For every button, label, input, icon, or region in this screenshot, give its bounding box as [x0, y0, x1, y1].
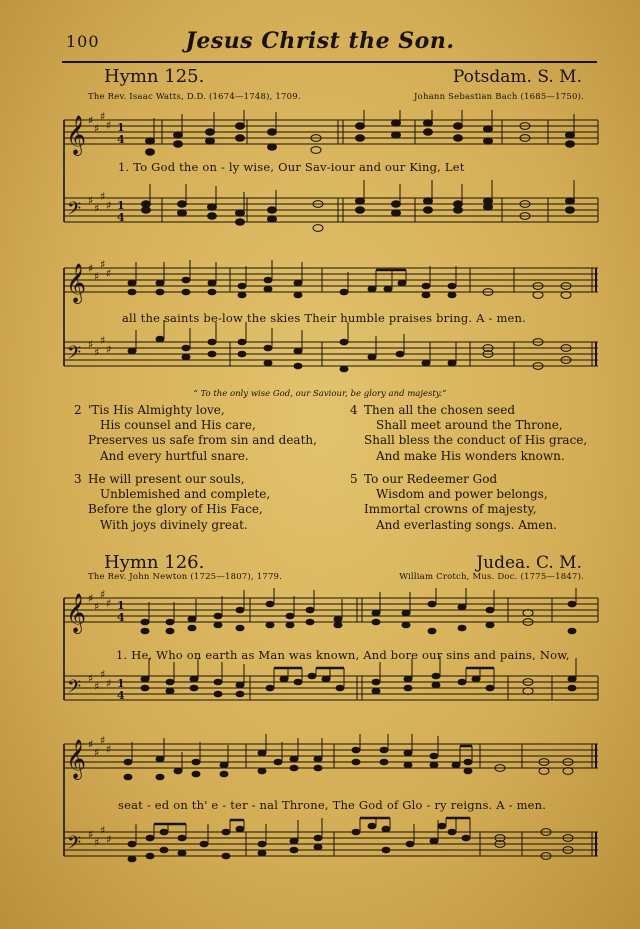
svg-text:♯: ♯: [88, 114, 94, 127]
running-head: Jesus Christ the Son.: [185, 28, 455, 54]
verse-line: To our Redeemer God: [364, 472, 498, 486]
verse-line: And everlasting songs. Amen.: [376, 517, 557, 532]
svg-text:4: 4: [117, 689, 125, 702]
treble-staff: [64, 120, 598, 144]
verse-line: Wisdom and power belongs,: [376, 487, 548, 502]
hymn-126-lyric-line-1: 1. He, Who on earth as Man was known, And bore our sins and pains, Now,: [116, 648, 570, 662]
svg-text:♯: ♯: [100, 588, 106, 601]
verse-number: 2: [74, 403, 82, 417]
svg-text:♯: ♯: [106, 267, 112, 280]
svg-text:♯: ♯: [88, 672, 94, 685]
hymn-125-verse-5: [350, 472, 557, 533]
verse-line: Unblemished and complete,: [100, 487, 271, 502]
svg-text:♯: ♯: [94, 270, 100, 283]
hymn-126-author: The Rev. John Newton (1725—1807), 1779.: [88, 572, 283, 582]
verse-number: 5: [350, 472, 358, 486]
key-signature: [88, 258, 111, 359]
svg-text:♯: ♯: [106, 199, 112, 212]
svg-text:♯: ♯: [106, 343, 112, 356]
svg-text:♯: ♯: [88, 592, 94, 605]
hymn-126-lyric-line-2: seat - ed on th' e - ter - nal Throne, The God of Glo - ry reigns. A - men.: [118, 798, 547, 812]
page-number: 100: [66, 32, 100, 51]
verse-line: Immortal crowns of majesty,: [364, 502, 537, 517]
svg-text:♯: ♯: [94, 680, 100, 693]
svg-text:♯: ♯: [88, 262, 94, 275]
bass-clef-icon: 𝄢: [67, 199, 82, 224]
hymn-125-verse-2: [74, 403, 317, 464]
svg-text:♯: ♯: [100, 190, 106, 203]
hymn-126-tune: Judea. C. M.: [476, 553, 582, 573]
treble-clef-icon: 𝄞: [66, 115, 87, 155]
svg-text:1: 1: [117, 199, 125, 212]
svg-text:♯: ♯: [94, 600, 100, 613]
hymn-125-verse-4: [350, 403, 588, 464]
svg-text:1: 1: [117, 677, 125, 690]
svg-text:♯: ♯: [106, 597, 112, 610]
svg-text:♯: ♯: [94, 836, 100, 849]
scripture-quote: “ To the only wise God, our Saviour, be glory and majesty.”: [193, 389, 447, 399]
svg-text:1: 1: [117, 599, 125, 612]
svg-text:♯: ♯: [100, 668, 106, 681]
svg-text:4: 4: [117, 211, 125, 224]
svg-text:1: 1: [117, 121, 125, 134]
svg-text:♯: ♯: [94, 202, 100, 215]
hymn-125-score-system-1: [0, 110, 640, 240]
svg-text:♯: ♯: [94, 122, 100, 135]
svg-text:♯: ♯: [88, 338, 94, 351]
svg-text:♯: ♯: [106, 119, 112, 132]
svg-text:♯: ♯: [100, 110, 106, 123]
treble-clef-icon: 𝄞: [66, 739, 87, 779]
svg-text:♯: ♯: [88, 738, 94, 751]
hymn-126-composer: William Crotch, Mus. Doc. (1775—1847).: [399, 572, 584, 582]
treble-clef-icon: 𝄞: [66, 263, 87, 303]
svg-text:♯: ♯: [106, 833, 112, 846]
verse-line: His counsel and His care,: [100, 418, 256, 433]
svg-text:♯: ♯: [88, 194, 94, 207]
svg-text:♯: ♯: [100, 824, 106, 837]
verse-line: Shall bless the conduct of His grace,: [364, 433, 588, 448]
svg-text:4: 4: [117, 611, 125, 624]
svg-text:♯: ♯: [106, 743, 112, 756]
svg-text:♯: ♯: [88, 828, 94, 841]
verse-line: Shall meet around the Throne,: [376, 418, 563, 433]
bass-clef-icon: 𝄢: [67, 343, 82, 368]
hymn-125-tune: Potsdam. S. M.: [452, 67, 582, 87]
verse-line: Before the glory of His Face,: [88, 502, 263, 517]
hymn-125-title: Hymn 125.: [104, 66, 205, 87]
header-rule: [62, 61, 597, 63]
hymn-126-title: Hymn 126.: [104, 552, 205, 573]
verse-number: 4: [350, 403, 358, 417]
svg-text:♯: ♯: [94, 746, 100, 759]
verse-line: And every hurtful snare.: [100, 448, 249, 463]
bass-clef-icon: 𝄢: [67, 677, 82, 702]
verse-line: And make His wonders known.: [376, 448, 565, 463]
bass-clef-icon: 𝄢: [67, 833, 82, 858]
svg-text:♯: ♯: [94, 346, 100, 359]
svg-text:4: 4: [117, 133, 125, 146]
verse-line: With joys divinely great.: [100, 517, 248, 532]
svg-text:♯: ♯: [100, 334, 106, 347]
verse-line: Then all the chosen seed: [364, 403, 516, 417]
verse-line: 'Tis His Almighty love,: [88, 403, 225, 417]
verse-number: 3: [74, 472, 82, 486]
hymn-125-verse-3: [74, 472, 271, 533]
hymn-125-lyric-line-1: 1. To God the on - ly wise, Our Sav-iour and our King, Let: [118, 160, 465, 174]
treble-clef-icon: 𝄞: [66, 593, 87, 633]
hymn-125-composer: Johann Sebastian Bach (1685—1750).: [414, 92, 584, 102]
svg-text:♯: ♯: [106, 677, 112, 690]
hymn-125-lyric-line-2: all the saints be-low the skies Their humble praises bring. A - men.: [122, 311, 527, 325]
verse-line: Preserves us safe from sin and death,: [88, 433, 317, 448]
beams: [154, 746, 472, 824]
hymn-125-author: The Rev. Isaac Watts, D.D. (1674—1748), 1709.: [88, 92, 301, 102]
verse-line: He will present our souls,: [88, 472, 245, 486]
notes: [142, 120, 575, 232]
svg-text:♯: ♯: [100, 258, 106, 271]
svg-text:♯: ♯: [100, 734, 106, 747]
